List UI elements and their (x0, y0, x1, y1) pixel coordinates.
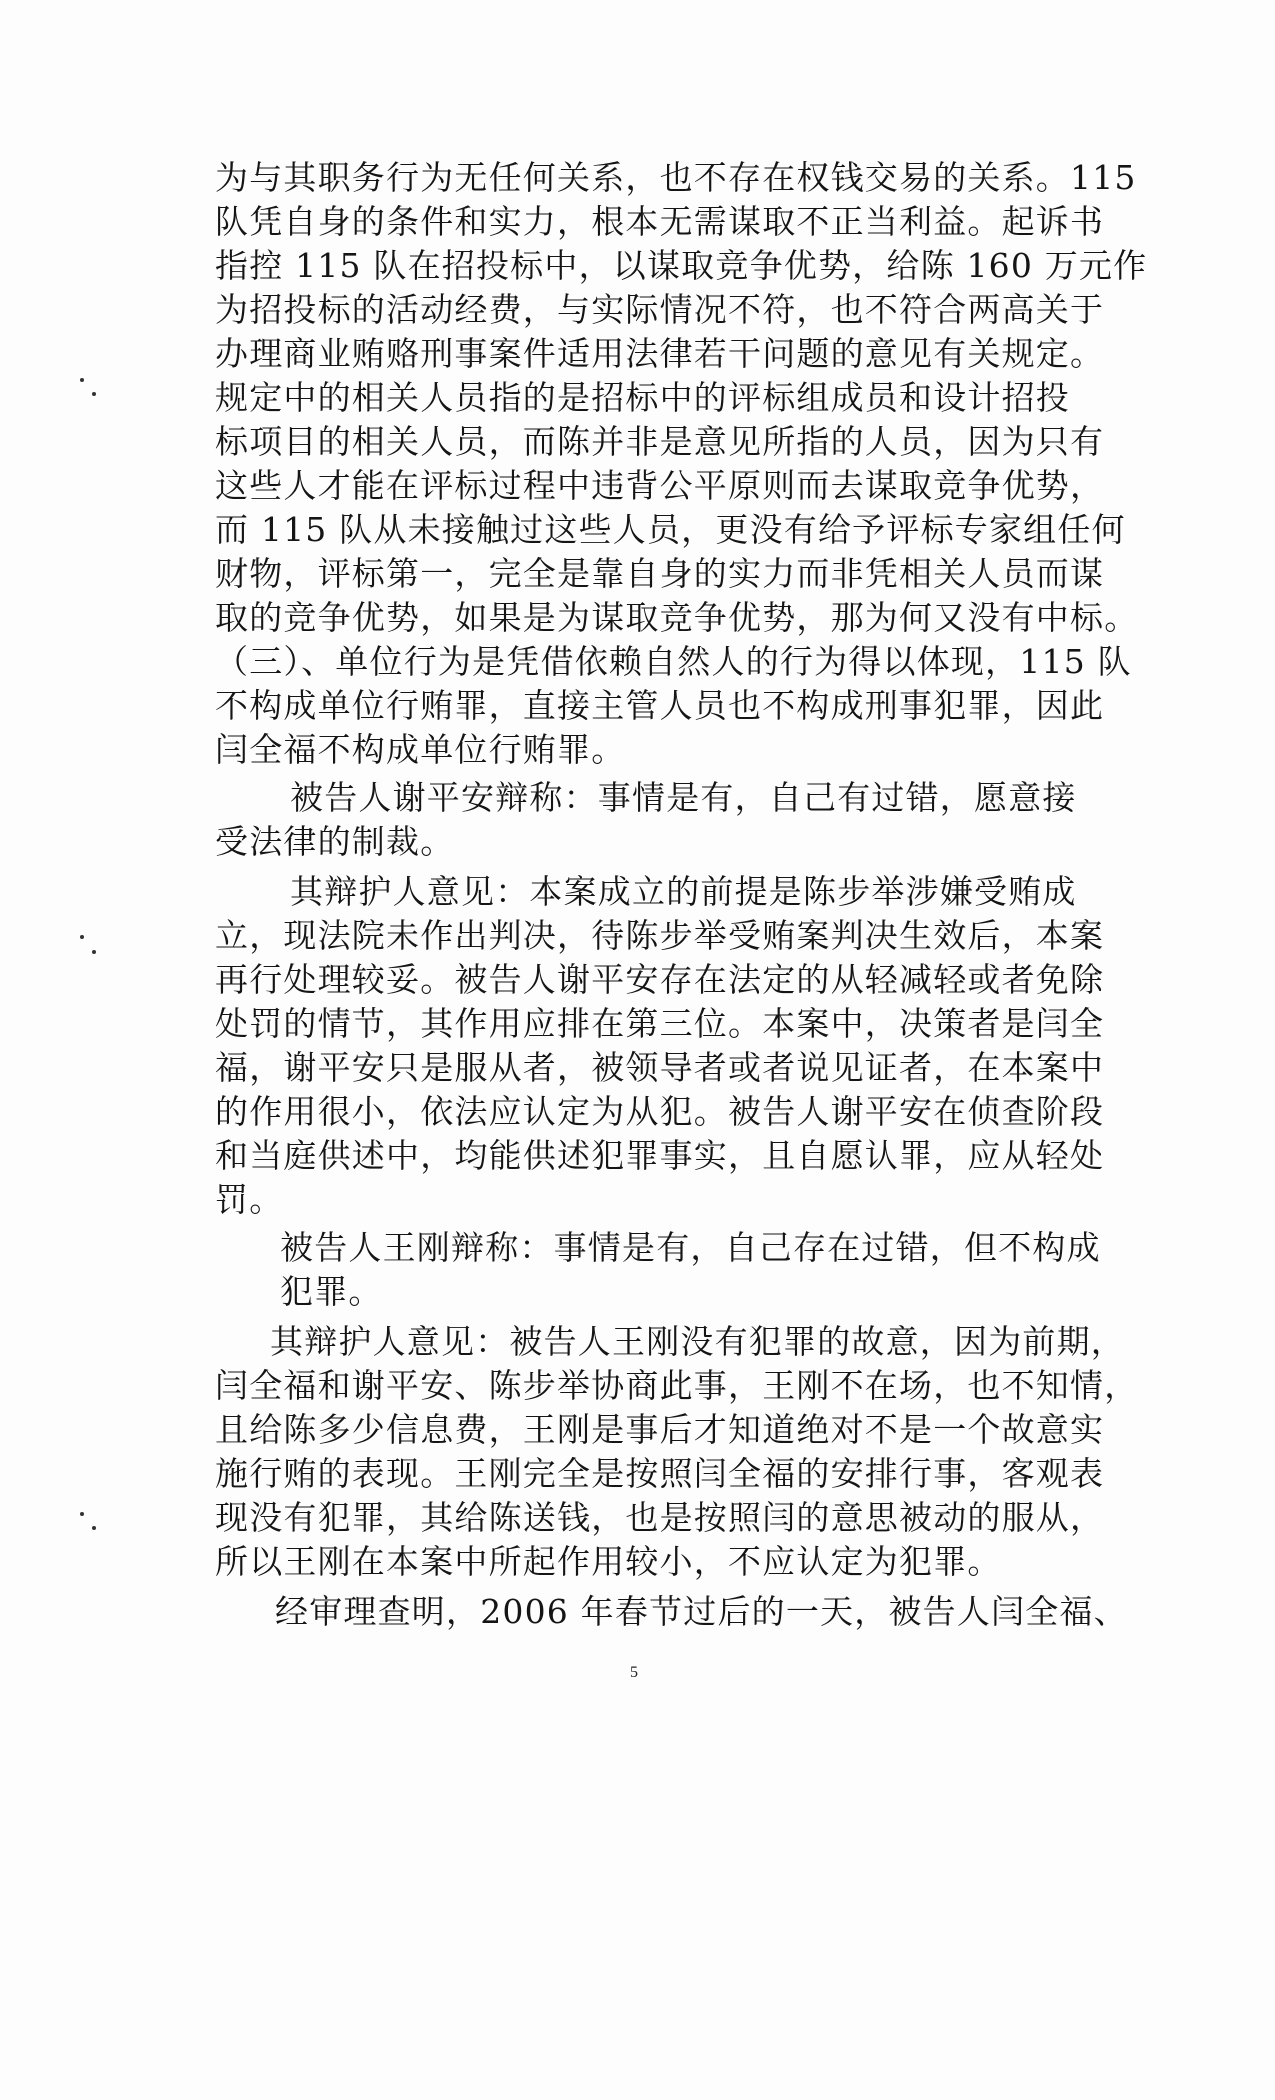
text-line: 处罚的情节，其作用应排在第三位。本案中，决策者是闫全 (215, 1004, 1105, 1043)
text-line: 福，谢平安只是服从者，被领导者或者说见证者，在本案中 (215, 1048, 1105, 1087)
text-line: 为招投标的活动经费，与实际情况不符，也不符合两高关于 (215, 290, 1105, 329)
text-line: 且给陈多少信息费，王刚是事后才知道绝对不是一个故意实 (215, 1410, 1105, 1449)
text-line: 闫全福和谢平安、陈步举协商此事，王刚不在场，也不知情， (215, 1366, 1139, 1405)
text-line: （三）、单位行为是凭借依赖自然人的行为得以体现，115 队 (215, 642, 1132, 681)
text-line: 闫全福不构成单位行贿罪。 (215, 730, 626, 769)
text-line: 不构成单位行贿罪，直接主管人员也不构成刑事犯罪，因此 (215, 686, 1105, 725)
text-line: 施行贿的表现。王刚完全是按照闫全福的安排行事，客观表 (215, 1454, 1105, 1493)
text-line: 为与其职务行为无任何关系，也不存在权钱交易的关系。115 (215, 158, 1137, 197)
text-line: 的作用很小，依法应认定为从犯。被告人谢平安在侦查阶段 (215, 1092, 1105, 1131)
text-line: 受法律的制裁。 (215, 822, 455, 861)
text-line: 现没有犯罪，其给陈送钱，也是按照闫的意思被动的服从， (215, 1498, 1105, 1537)
paragraph-first-line: 其辩护人意见：本案成立的前提是陈步举涉嫌受贿成 (290, 872, 1077, 911)
scan-speck (80, 1512, 84, 1516)
scan-speck (80, 935, 84, 939)
scan-speck (80, 378, 84, 382)
text-line: 和当庭供述中，均能供述犯罪事实，且自愿认罪，应从轻处 (215, 1136, 1105, 1175)
scan-speck (92, 392, 96, 396)
text-line: 犯罪。 (280, 1272, 383, 1311)
text-line: 规定中的相关人员指的是招标中的评标组成员和设计招投 (215, 378, 1070, 417)
text-line: 取的竞争优势，如果是为谋取竞争优势，那为何又没有中标。 (215, 598, 1139, 637)
text-line: 队凭自身的条件和实力，根本无需谋取不正当利益。起诉书 (215, 202, 1105, 241)
text-line: 所以王刚在本案中所起作用较小，不应认定为犯罪。 (215, 1542, 1002, 1581)
text-line: 指控 115 队在招投标中，以谋取竞争优势，给陈 160 万元作 (215, 246, 1148, 285)
text-line: 财物，评标第一，完全是靠自身的实力而非凭相关人员而谋 (215, 554, 1105, 593)
text-line: 这些人才能在评标过程中违背公平原则而去谋取竞争优势， (215, 466, 1105, 505)
text-line: 标项目的相关人员，而陈并非是意见所指的人员，因为只有 (215, 422, 1105, 461)
text-line: 办理商业贿赂刑事案件适用法律若干问题的意见有关规定。 (215, 334, 1105, 373)
paragraph-first-line: 被告人王刚辩称：事情是有，自己存在过错，但不构成 (280, 1228, 1101, 1267)
paragraph-first-line: 经审理查明，2006 年春节过后的一天，被告人闫全福、 (275, 1592, 1128, 1631)
text-line: 立，现法院未作出判决，待陈步举受贿案判决生效后，本案 (215, 916, 1105, 955)
scan-speck (92, 1526, 96, 1530)
page-number: 5 (630, 1664, 638, 1681)
text-line: 而 115 队从未接触过这些人员，更没有给予评标专家组任何 (215, 510, 1126, 549)
text-line: 再行处理较妥。被告人谢平安存在法定的从轻减轻或者免除 (215, 960, 1105, 999)
paragraph-first-line: 其辩护人意见：被告人王刚没有犯罪的故意，因为前期， (270, 1322, 1125, 1361)
scan-speck (92, 950, 96, 954)
text-line: 罚。 (215, 1180, 284, 1219)
paragraph-first-line: 被告人谢平安辩称：事情是有，自己有过错，愿意接 (290, 778, 1077, 817)
